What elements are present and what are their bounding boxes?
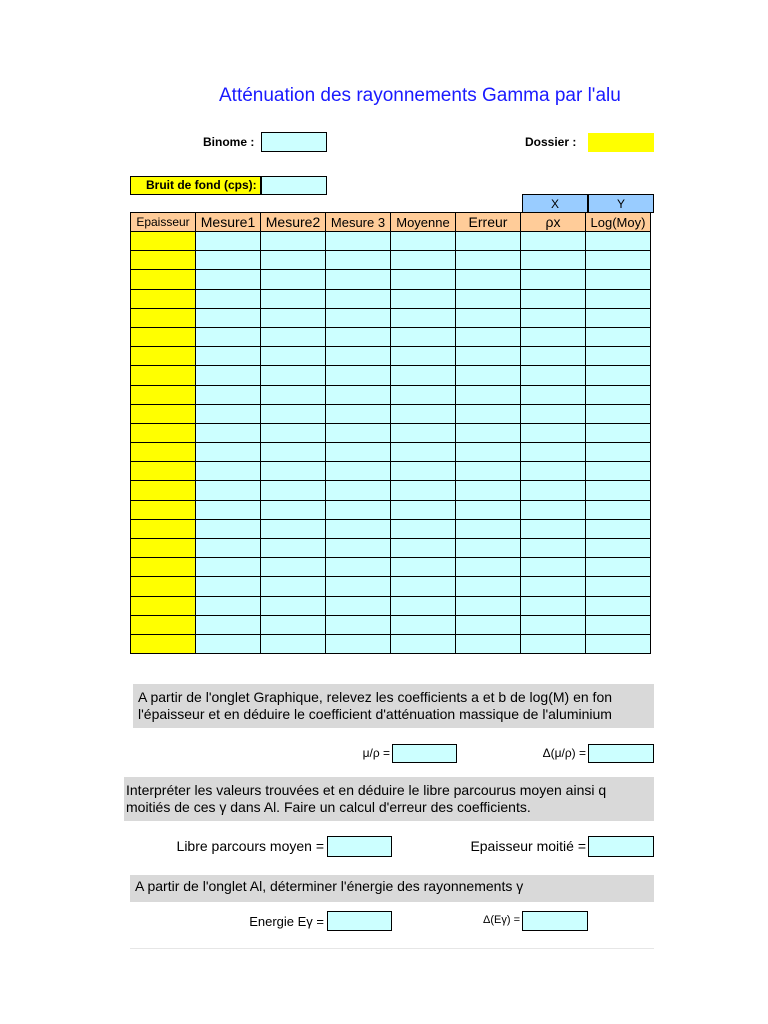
table-row [131,500,651,519]
data-cell[interactable] [261,634,326,653]
data-cell[interactable] [196,347,261,366]
data-cell[interactable] [586,596,651,615]
data-cell[interactable] [196,232,261,251]
data-cell[interactable] [326,251,391,270]
data-cell[interactable] [521,347,586,366]
data-cell[interactable] [391,289,456,308]
data-cell[interactable] [261,615,326,634]
data-cell[interactable] [521,423,586,442]
data-cell[interactable] [261,289,326,308]
data-cell[interactable] [326,327,391,346]
table-row [131,596,651,615]
libre-parcours-input[interactable] [327,836,392,857]
data-cell[interactable] [326,577,391,596]
data-cell[interactable] [586,327,651,346]
data-cell[interactable] [196,500,261,519]
data-cell[interactable] [196,404,261,423]
data-cell[interactable] [326,270,391,289]
data-cell[interactable] [391,500,456,519]
data-cell[interactable] [586,519,651,538]
table-row [131,481,651,500]
col-header-mesure2: Mesure2 [261,213,326,232]
data-cell[interactable] [521,308,586,327]
data-cell[interactable] [261,404,326,423]
data-cell[interactable] [391,308,456,327]
data-cell[interactable] [261,232,326,251]
table-row [131,462,651,481]
data-cell[interactable] [196,251,261,270]
data-cell[interactable] [586,500,651,519]
data-cell[interactable] [391,232,456,251]
data-cell[interactable] [326,539,391,558]
data-cell[interactable] [521,385,586,404]
epaisseur-cell[interactable] [131,596,196,615]
data-cell[interactable] [261,481,326,500]
epaisseur-moitie-label: Epaisseur moitié = [470,838,586,854]
instruction-interpreter-line2: moitiés de ces γ dans Al. Faire un calcul d'erreur des coefficients. [126,799,531,815]
data-cell[interactable] [261,308,326,327]
data-cell[interactable] [456,481,521,500]
table-row [131,327,651,346]
epaisseur-cell[interactable] [131,385,196,404]
epaisseur-cell[interactable] [131,481,196,500]
data-cell[interactable] [521,462,586,481]
data-cell[interactable] [326,634,391,653]
data-cell[interactable] [521,270,586,289]
data-cell[interactable] [196,270,261,289]
epaisseur-cell[interactable] [131,327,196,346]
data-cell[interactable] [261,385,326,404]
data-cell[interactable] [326,481,391,500]
data-cell[interactable] [261,596,326,615]
data-cell[interactable] [391,577,456,596]
col-header-log-moy: Log(Moy) [586,213,651,232]
epaisseur-cell[interactable] [131,366,196,385]
data-cell[interactable] [196,385,261,404]
data-cell[interactable] [521,519,586,538]
data-cell[interactable] [196,558,261,577]
data-cell[interactable] [196,615,261,634]
table-row [131,634,651,653]
epaisseur-cell[interactable] [131,232,196,251]
data-cell[interactable] [456,366,521,385]
data-cell[interactable] [196,366,261,385]
instruction-energie [130,875,654,902]
table-row [131,232,651,251]
delta-mu-rho-input[interactable] [588,744,654,763]
epaisseur-cell[interactable] [131,519,196,538]
data-cell[interactable] [586,404,651,423]
data-cell[interactable] [196,327,261,346]
data-cell[interactable] [456,385,521,404]
table-row [131,308,651,327]
y-axis-header: Y [588,194,654,213]
mu-rho-input[interactable] [392,744,457,763]
data-cell[interactable] [326,289,391,308]
data-cell[interactable] [456,462,521,481]
data-cell[interactable] [586,347,651,366]
epaisseur-cell[interactable] [131,577,196,596]
x-axis-header: X [522,194,588,213]
data-cell[interactable] [326,615,391,634]
epaisseur-cell[interactable] [131,558,196,577]
data-cell[interactable] [521,251,586,270]
data-cell[interactable] [521,596,586,615]
data-cell[interactable] [456,232,521,251]
data-cell[interactable] [391,251,456,270]
data-cell[interactable] [326,347,391,366]
data-cell[interactable] [456,289,521,308]
data-cell[interactable] [391,634,456,653]
data-cell[interactable] [261,539,326,558]
data-cell[interactable] [326,308,391,327]
data-cell[interactable] [521,481,586,500]
instruction-interpreter [124,777,654,821]
table-row [131,404,651,423]
data-cell[interactable] [261,347,326,366]
data-cell[interactable] [326,404,391,423]
epaisseur-cell[interactable] [131,615,196,634]
col-header-mesure3: Mesure 3 [326,213,391,232]
data-cell[interactable] [586,539,651,558]
instruction-graphique-line2: l'épaisseur et en déduire le coefficient d'atténuation massique de l'aluminium [138,706,612,722]
data-cell[interactable] [456,539,521,558]
data-cell[interactable] [586,558,651,577]
energie-label: Energie Eγ = [249,914,324,929]
epaisseur-cell[interactable] [131,423,196,442]
data-cell[interactable] [456,347,521,366]
data-cell[interactable] [196,462,261,481]
data-cell[interactable] [586,385,651,404]
data-cell[interactable] [456,500,521,519]
data-cell[interactable] [326,596,391,615]
data-cell[interactable] [586,251,651,270]
epaisseur-cell[interactable] [131,308,196,327]
data-cell[interactable] [586,462,651,481]
data-cell[interactable] [521,289,586,308]
data-cell[interactable] [521,539,586,558]
data-cell[interactable] [521,443,586,462]
epaisseur-cell[interactable] [131,289,196,308]
data-cell[interactable] [196,634,261,653]
data-cell[interactable] [586,366,651,385]
epaisseur-cell[interactable] [131,251,196,270]
data-cell[interactable] [196,596,261,615]
data-cell[interactable] [196,308,261,327]
data-cell[interactable] [391,596,456,615]
data-cell[interactable] [456,443,521,462]
data-cell[interactable] [456,558,521,577]
data-cell[interactable] [196,577,261,596]
table-row [131,443,651,462]
delta-energie-input[interactable] [522,911,588,931]
instruction-graphique [133,684,654,728]
data-cell[interactable] [391,404,456,423]
data-cell[interactable] [456,423,521,442]
data-cell[interactable] [261,443,326,462]
table-row [131,519,651,538]
data-cell[interactable] [521,634,586,653]
data-cell[interactable] [326,385,391,404]
col-header-epaisseur: Epaisseur [131,213,196,232]
data-cell[interactable] [521,404,586,423]
instruction-interpreter-line1: Interpréter les valeurs trouvées et en déduire le libre parcourus moyen ainsi q [126,782,607,798]
data-cell[interactable] [521,366,586,385]
data-cell[interactable] [521,577,586,596]
data-cell[interactable] [586,577,651,596]
table-row [131,558,651,577]
epaisseur-cell[interactable] [131,500,196,519]
binome-input[interactable] [261,132,327,152]
data-cell[interactable] [456,308,521,327]
table-row [131,251,651,270]
table-row [131,366,651,385]
data-cell[interactable] [456,596,521,615]
data-cell[interactable] [586,270,651,289]
col-header-moyenne: Moyenne [391,213,456,232]
data-cell[interactable] [261,366,326,385]
col-header-mesure1: Mesure1 [196,213,261,232]
page-title: Atténuation des rayonnements Gamma par l'alu [219,85,621,106]
data-cell[interactable] [391,385,456,404]
data-cell[interactable] [391,539,456,558]
epaisseur-cell[interactable] [131,539,196,558]
mu-rho-label: μ/ρ = [362,746,390,760]
data-cell[interactable] [391,615,456,634]
table-row [131,347,651,366]
data-cell[interactable] [326,366,391,385]
data-cell[interactable] [391,519,456,538]
data-cell[interactable] [261,251,326,270]
data-cell[interactable] [326,519,391,538]
dossier-input[interactable] [588,133,654,152]
dossier-label: Dossier : [525,135,577,149]
data-cell[interactable] [521,327,586,346]
table-row [131,615,651,634]
data-cell[interactable] [261,462,326,481]
data-cell[interactable] [326,423,391,442]
footer-divider [130,948,654,949]
table-row [131,539,651,558]
delta-energie-label: Δ(Eγ) = [483,914,520,926]
data-cell[interactable] [196,539,261,558]
epaisseur-cell[interactable] [131,270,196,289]
data-cell[interactable] [391,327,456,346]
data-cell[interactable] [456,519,521,538]
data-cell[interactable] [391,270,456,289]
bruit-label: Bruit de fond (cps): [130,176,261,195]
data-cell[interactable] [391,558,456,577]
data-cell[interactable] [196,481,261,500]
data-cell[interactable] [586,481,651,500]
data-cell[interactable] [326,232,391,251]
data-cell[interactable] [521,615,586,634]
libre-parcours-label: Libre parcours moyen = [176,838,324,854]
data-cell[interactable] [586,634,651,653]
epaisseur-cell[interactable] [131,347,196,366]
delta-mu-rho-label: Δ(μ/ρ) = [542,746,586,760]
data-cell[interactable] [521,558,586,577]
data-cell[interactable] [326,443,391,462]
data-cell[interactable] [326,500,391,519]
data-cell[interactable] [261,519,326,538]
data-cell[interactable] [261,500,326,519]
data-cell[interactable] [456,251,521,270]
data-cell[interactable] [456,634,521,653]
table-header-row [131,213,651,232]
data-cell[interactable] [196,519,261,538]
data-cell[interactable] [391,423,456,442]
data-cell[interactable] [326,558,391,577]
data-cell[interactable] [261,327,326,346]
data-cell[interactable] [391,481,456,500]
table-row [131,423,651,442]
epaisseur-cell[interactable] [131,404,196,423]
data-cell[interactable] [456,404,521,423]
data-cell[interactable] [586,232,651,251]
data-cell[interactable] [586,308,651,327]
data-cell[interactable] [391,366,456,385]
data-cell[interactable] [586,615,651,634]
data-cell[interactable] [261,423,326,442]
data-cell[interactable] [456,577,521,596]
table-row [131,385,651,404]
data-cell[interactable] [521,500,586,519]
data-cell[interactable] [326,462,391,481]
data-cell[interactable] [586,443,651,462]
epaisseur-cell[interactable] [131,634,196,653]
instruction-energie-text: A partir de l'onglet Al, déterminer l'énergie des rayonnements γ [135,878,524,894]
data-cell[interactable] [586,289,651,308]
data-cell[interactable] [586,423,651,442]
data-cell[interactable] [391,443,456,462]
table-row [131,270,651,289]
binome-label: Binome : [203,135,255,149]
data-cell[interactable] [196,443,261,462]
data-cell[interactable] [456,327,521,346]
data-cell[interactable] [391,462,456,481]
epaisseur-cell[interactable] [131,443,196,462]
data-cell[interactable] [391,347,456,366]
data-cell[interactable] [261,558,326,577]
energie-input[interactable] [327,911,392,931]
data-cell[interactable] [456,270,521,289]
epaisseur-cell[interactable] [131,462,196,481]
data-cell[interactable] [196,423,261,442]
instruction-graphique-line1: A partir de l'onglet Graphique, relevez les coefficients a et b de log(M) en fon [138,689,613,705]
measurement-table [130,212,651,654]
bruit-input[interactable] [261,176,327,195]
epaisseur-moitie-input[interactable] [588,836,654,857]
data-cell[interactable] [196,289,261,308]
table-row [131,577,651,596]
data-cell[interactable] [261,577,326,596]
table-row [131,289,651,308]
col-header-rho-x: ρx [521,213,586,232]
data-cell[interactable] [521,232,586,251]
data-cell[interactable] [261,270,326,289]
col-header-erreur: Erreur [456,213,521,232]
data-cell[interactable] [456,615,521,634]
